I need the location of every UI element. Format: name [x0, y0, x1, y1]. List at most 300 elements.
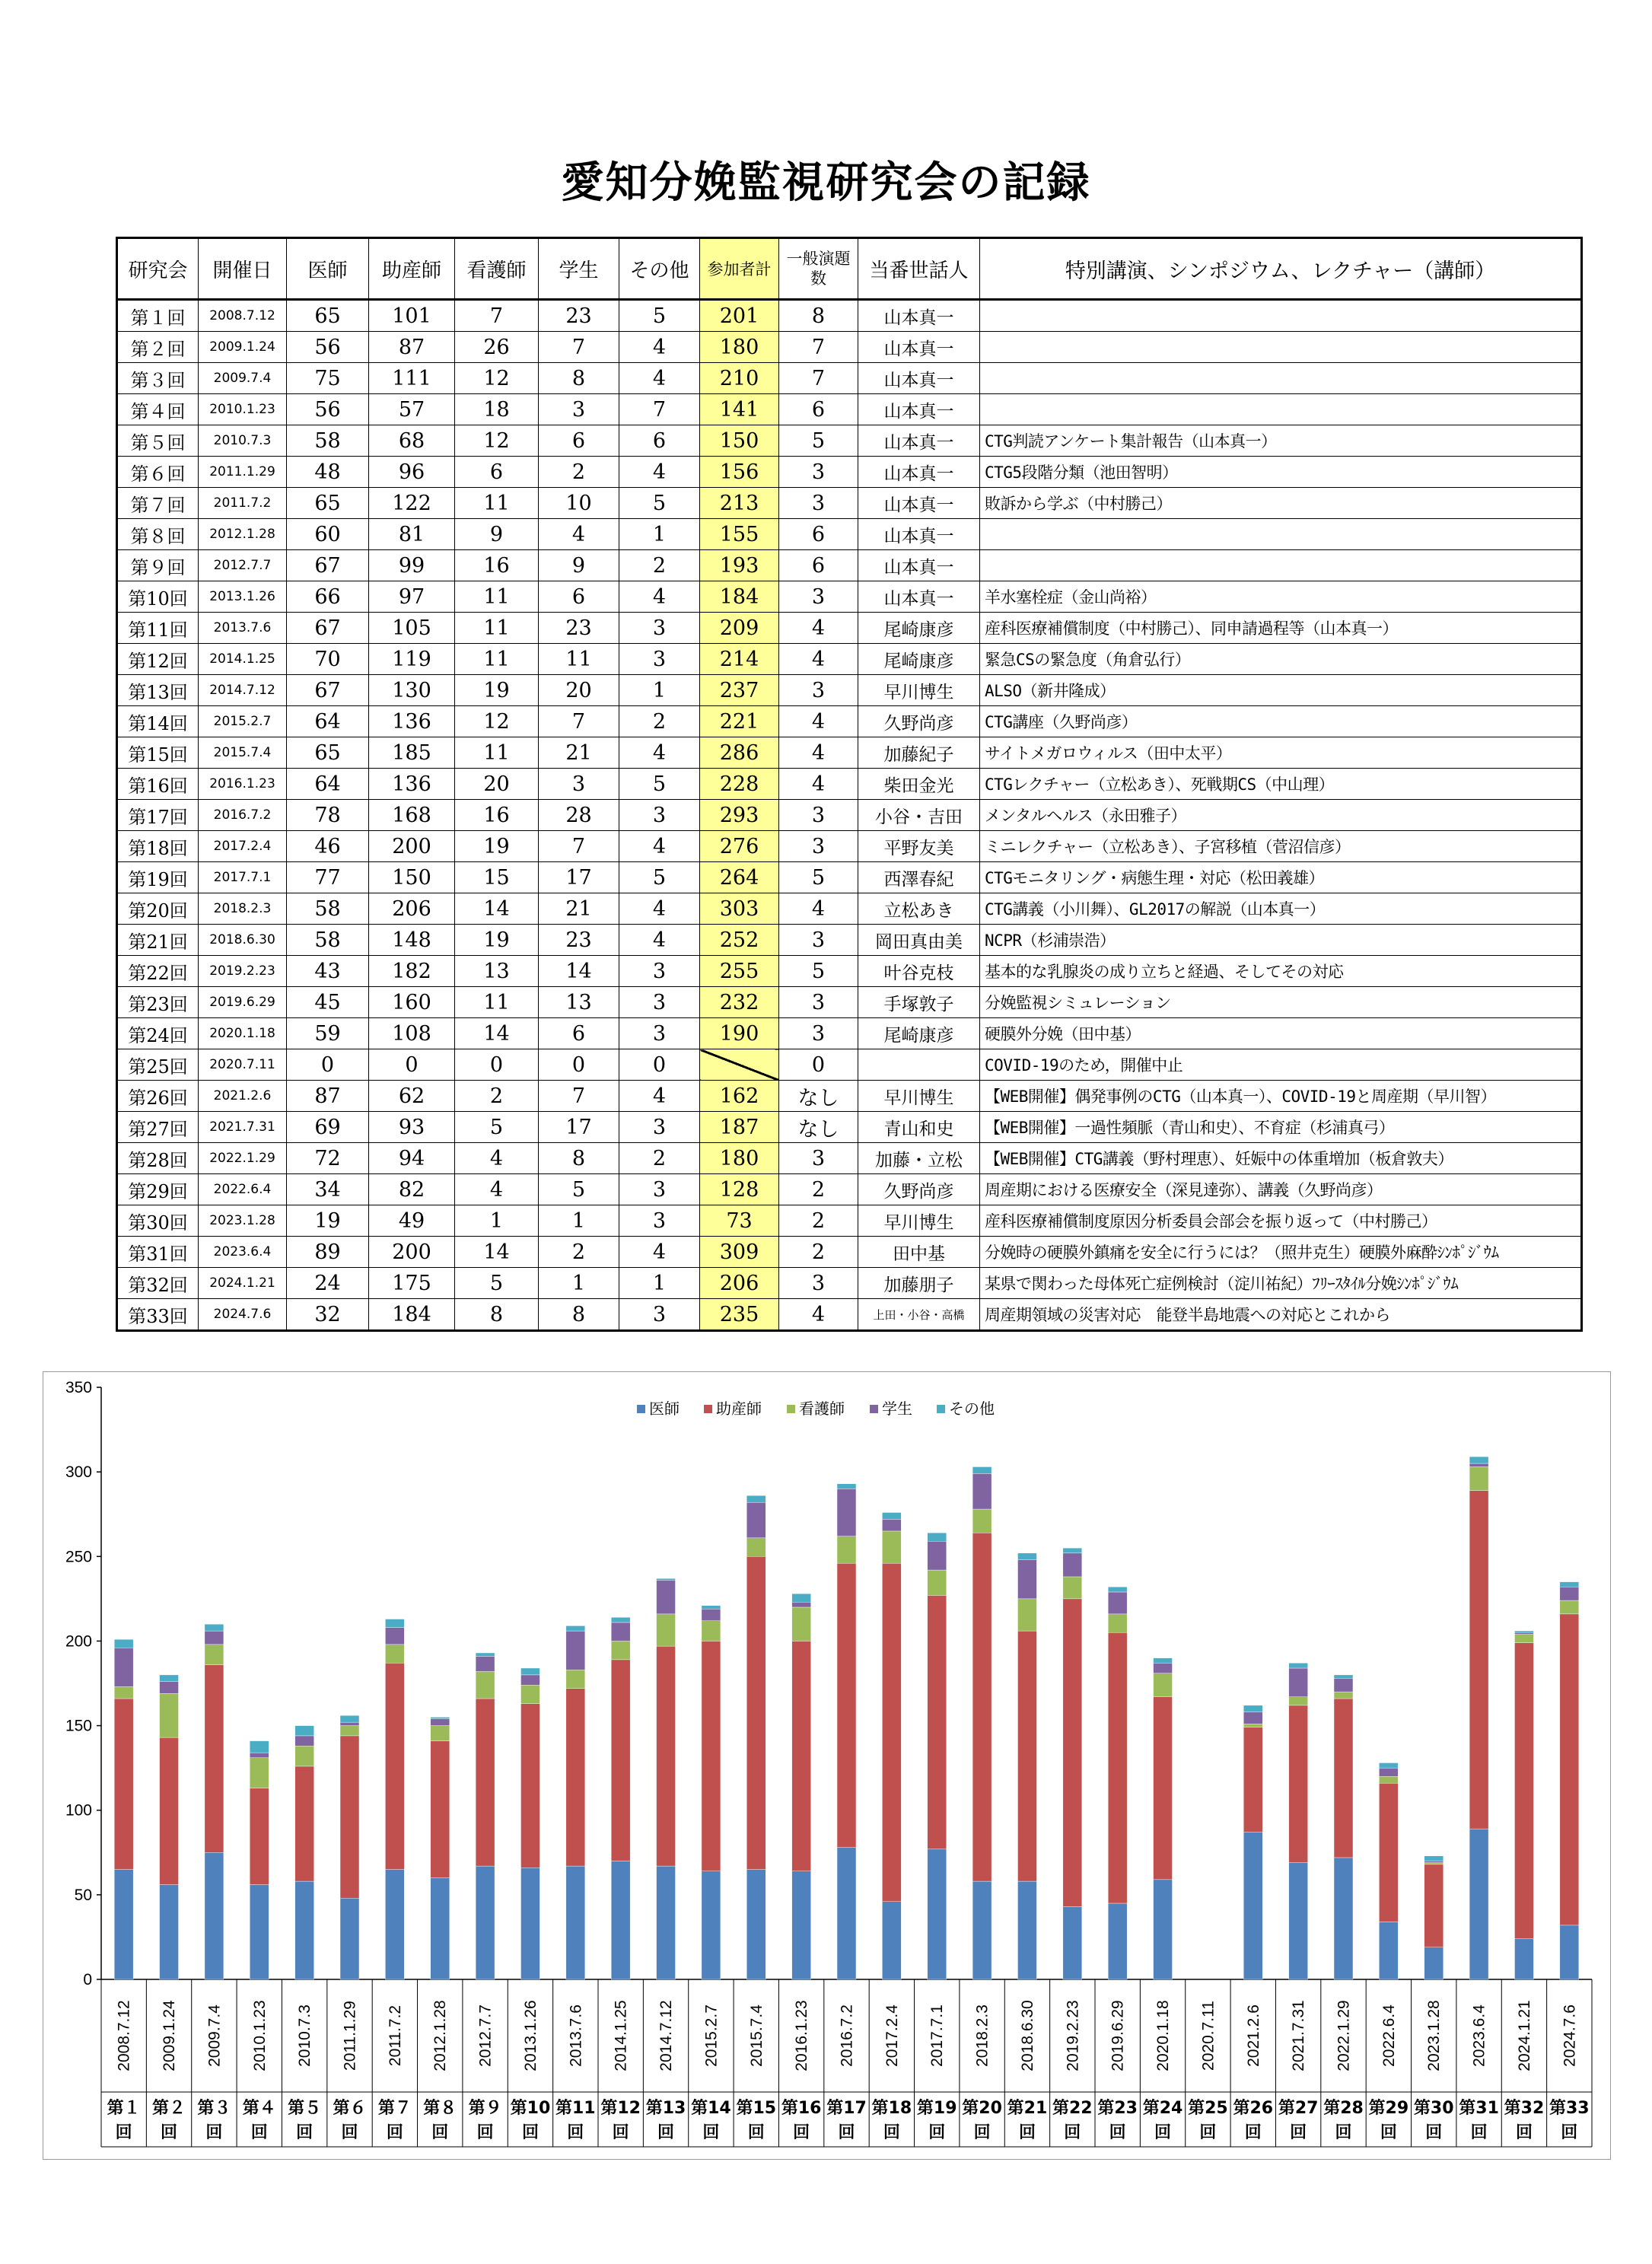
x-date-label: 2014.1.25	[612, 2000, 630, 2071]
x-session-label: 第33	[1549, 2099, 1590, 2118]
cell-midwife: 68	[369, 425, 455, 457]
cell-date: 2021.2.6	[199, 1081, 287, 1112]
bar-segment	[566, 1689, 585, 1866]
cell-total: 206	[700, 1268, 779, 1299]
bar-segment	[611, 1660, 630, 1861]
table-row	[117, 332, 1582, 363]
cell-student: 9	[539, 550, 619, 581]
cell-session: 第15回	[117, 737, 199, 769]
cell-date: 2022.6.4	[199, 1174, 287, 1205]
bar-segment	[1514, 1631, 1533, 1632]
cell-lecture: サイトメガロウィルス（田中太平）	[980, 737, 1582, 769]
bar-segment	[1154, 1663, 1173, 1673]
x-session-label: 第13	[645, 2099, 686, 2118]
cell-general: 6	[779, 519, 858, 550]
cell-nurse: 19	[455, 831, 539, 862]
cell-date: 2014.1.25	[199, 644, 287, 675]
cell-host: 早川博生	[858, 1081, 980, 1112]
header-lecture: 特別講演、シンポジウム、レクチャー（講師）	[980, 238, 1582, 300]
x-date-label: 2016.1.23	[793, 2000, 811, 2071]
header-student: 学生	[539, 238, 619, 300]
x-date-label: 2020.1.18	[1154, 2000, 1173, 2071]
bar-segment	[1108, 1903, 1127, 1979]
header-general: 一般演題数	[779, 238, 858, 300]
table-body	[117, 300, 1582, 1331]
bar-segment	[1560, 1925, 1579, 1979]
bar-segment	[295, 1766, 314, 1881]
bar-segment	[882, 1519, 901, 1531]
cell-general: 4	[779, 706, 858, 737]
cell-lecture	[980, 300, 1582, 332]
bar-segment	[1243, 1833, 1262, 1979]
cell-student: 8	[539, 363, 619, 394]
cell-general: 2	[779, 1205, 858, 1237]
x-session-label: 第31	[1459, 2099, 1499, 2118]
bar-segment	[792, 1871, 811, 1979]
cell-lecture: メンタルヘルス（永田雅子）	[980, 800, 1582, 831]
y-tick-label: 150	[65, 1717, 92, 1735]
bar-segment	[1334, 1699, 1353, 1858]
legend-swatch	[704, 1405, 712, 1413]
cell-nurse: 2	[455, 1081, 539, 1112]
cell-lecture: CTGレクチャー（立松あき）、死戦期CS（中山理）	[980, 769, 1582, 800]
cell-other: 3	[619, 1112, 700, 1143]
x-date-label: 2018.2.3	[973, 2004, 992, 2067]
bar-segment	[1017, 1631, 1036, 1881]
bar-segment	[520, 1868, 540, 1979]
bar-segment	[520, 1704, 540, 1868]
cell-host: 平野友美	[858, 831, 980, 862]
cell-doctor: 65	[287, 300, 369, 332]
bar-segment	[928, 1595, 947, 1848]
x-date-label: 2009.7.4	[205, 2004, 224, 2067]
cell-general: 4	[779, 737, 858, 769]
x-session-label: 第19	[916, 2099, 957, 2118]
cell-session: 第26回	[117, 1081, 199, 1112]
cell-nurse: 11	[455, 987, 539, 1018]
bar-segment	[1469, 1463, 1488, 1466]
bar-segment	[1560, 1582, 1579, 1587]
cell-student: 23	[539, 613, 619, 644]
cell-midwife: 175	[369, 1268, 455, 1299]
table-row	[117, 1112, 1582, 1143]
bar-segment	[1424, 1864, 1444, 1947]
cell-lecture: CTG5段階分類（池田智明）	[980, 457, 1582, 488]
x-date-label: 2020.7.11	[1199, 2001, 1218, 2071]
cell-student: 8	[539, 1143, 619, 1174]
bar-segment	[205, 1631, 224, 1645]
cell-lecture	[980, 332, 1582, 363]
cell-general: 3	[779, 1268, 858, 1299]
bar-segment	[792, 1607, 811, 1641]
bar-segment	[1560, 1600, 1579, 1614]
x-session-label: 第11	[555, 2099, 596, 2118]
cell-general: なし	[779, 1081, 858, 1112]
cell-midwife: 57	[369, 394, 455, 425]
cell-total	[700, 1049, 779, 1081]
cell-session: 第７回	[117, 488, 199, 519]
cell-doctor: 66	[287, 581, 369, 613]
cell-total: 221	[700, 706, 779, 737]
cell-total: 255	[700, 956, 779, 987]
cell-midwife: 150	[369, 862, 455, 893]
cell-session: 第24回	[117, 1018, 199, 1049]
x-session-label: 第５	[288, 2099, 322, 2118]
bar-segment	[566, 1866, 585, 1979]
cell-session: 第14回	[117, 706, 199, 737]
bar-segment	[1289, 1705, 1308, 1863]
x-date-label: 2016.7.2	[838, 2004, 856, 2067]
x-session-label: 第３	[197, 2099, 231, 2118]
cell-total: 156	[700, 457, 779, 488]
cell-total: 237	[700, 675, 779, 706]
cell-doctor: 45	[287, 987, 369, 1018]
cell-session: 第25回	[117, 1049, 199, 1081]
cell-host: 田中基	[858, 1237, 980, 1268]
x-session-label-suffix: 回	[205, 2123, 223, 2142]
table-row	[117, 893, 1582, 925]
x-date-label: 2022.1.29	[1335, 2000, 1353, 2071]
cell-midwife: 136	[369, 706, 455, 737]
cell-total: 128	[700, 1174, 779, 1205]
y-tick-label: 200	[65, 1632, 92, 1651]
cell-session: 第６回	[117, 457, 199, 488]
bar-segment	[205, 1624, 224, 1631]
bar-segment	[1243, 1727, 1262, 1833]
cell-student: 7	[539, 831, 619, 862]
bar-segment	[1560, 1614, 1579, 1925]
cell-lecture: 産科医療補償制度（中村勝己）、同申請過程等（山本真一）	[980, 613, 1582, 644]
cell-doctor: 43	[287, 956, 369, 987]
x-date-label: 2014.7.12	[657, 2000, 676, 2071]
bar-segment	[1334, 1678, 1353, 1692]
cell-other: 4	[619, 831, 700, 862]
cell-midwife: 200	[369, 831, 455, 862]
cell-general: 4	[779, 893, 858, 925]
bar-segment	[114, 1639, 133, 1648]
cell-student: 4	[539, 519, 619, 550]
cell-general: 3	[779, 488, 858, 519]
x-session-label: 第15	[736, 2099, 777, 2118]
bar-segment	[702, 1621, 721, 1641]
cell-midwife: 184	[369, 1299, 455, 1331]
cell-session: 第12回	[117, 644, 199, 675]
bar-segment	[611, 1622, 630, 1641]
bar-segment	[928, 1541, 947, 1570]
x-date-label: 2024.7.6	[1561, 2004, 1579, 2067]
cell-session: 第22回	[117, 956, 199, 987]
x-date-label: 2021.7.31	[1290, 2000, 1308, 2071]
bar-segment	[205, 1645, 224, 1665]
x-date-label: 2024.1.21	[1515, 2000, 1533, 2071]
x-session-label: 第10	[510, 2099, 551, 2118]
cell-lecture	[980, 550, 1582, 581]
bar-segment	[1514, 1632, 1533, 1634]
cell-nurse: 18	[455, 394, 539, 425]
cell-nurse: 12	[455, 363, 539, 394]
cell-student: 11	[539, 644, 619, 675]
bar-segment	[1108, 1592, 1127, 1614]
cell-lecture: ミニレクチャー（立松あき）、子宮移植（菅沼信彦）	[980, 831, 1582, 862]
x-session-label-suffix: 回	[1109, 2123, 1126, 2142]
cell-date: 2018.6.30	[199, 925, 287, 956]
bar-segment	[340, 1715, 359, 1722]
cell-date: 2011.1.29	[199, 457, 287, 488]
cell-lecture: COVID-19のため，開催中止	[980, 1049, 1582, 1081]
cell-midwife: 97	[369, 581, 455, 613]
cell-total: 193	[700, 550, 779, 581]
bar-segment	[520, 1675, 540, 1685]
cell-host: 加藤紀子	[858, 737, 980, 769]
x-session-label-suffix: 回	[1199, 2123, 1217, 2142]
cell-other: 4	[619, 925, 700, 956]
cell-lecture: 産科医療補償制度原因分析委員会部会を振り返って（中村勝己）	[980, 1205, 1582, 1237]
cell-nurse: 19	[455, 675, 539, 706]
cell-midwife: 0	[369, 1049, 455, 1081]
x-date-label: 2021.2.6	[1244, 2004, 1262, 2067]
cell-lecture: 【WEB開催】CTG講義（野村理恵）、妊娠中の体重増加（板倉敦夫）	[980, 1143, 1582, 1174]
cell-other: 5	[619, 769, 700, 800]
cell-session: 第16回	[117, 769, 199, 800]
x-session-label: 第９	[468, 2099, 502, 2118]
x-session-label-suffix: 回	[793, 2123, 810, 2142]
bar-segment	[250, 1741, 269, 1753]
bar-segment	[1424, 1947, 1444, 1979]
bar-segment	[431, 1741, 450, 1878]
cell-doctor: 59	[287, 1018, 369, 1049]
cell-general: 5	[779, 425, 858, 457]
cell-host: 岡田真由美	[858, 925, 980, 956]
cell-nurse: 13	[455, 956, 539, 987]
cell-session: 第11回	[117, 613, 199, 644]
legend-label: 助産師	[716, 1399, 762, 1418]
cell-general: 3	[779, 675, 858, 706]
bar-segment	[385, 1619, 404, 1628]
cell-session: 第10回	[117, 581, 199, 613]
x-date-label: 2011.1.29	[341, 2001, 359, 2071]
cell-session: 第17回	[117, 800, 199, 831]
cell-lecture: NCPR（杉浦崇浩）	[980, 925, 1582, 956]
x-session-label-suffix: 回	[567, 2123, 584, 2142]
bar-segment	[476, 1699, 495, 1866]
bar-segment	[1289, 1697, 1308, 1705]
x-date-label: 2018.6.30	[1018, 2000, 1036, 2071]
bar-segment	[1379, 1783, 1398, 1922]
cell-student: 7	[539, 332, 619, 363]
cell-nurse: 8	[455, 1299, 539, 1331]
bar-segment	[250, 1758, 269, 1788]
cell-session: 第30回	[117, 1205, 199, 1237]
record-table	[116, 237, 1583, 1332]
bar-segment	[114, 1686, 133, 1699]
cell-midwife: 182	[369, 956, 455, 987]
cell-student: 2	[539, 457, 619, 488]
cell-doctor: 48	[287, 457, 369, 488]
cell-student: 10	[539, 488, 619, 519]
table-row	[117, 644, 1582, 675]
y-tick-label: 0	[83, 1971, 92, 1989]
header-session: 研究会	[117, 238, 199, 300]
cell-nurse: 11	[455, 488, 539, 519]
bar-segment	[476, 1653, 495, 1656]
x-session-label-suffix: 回	[250, 2123, 268, 2142]
cell-nurse: 4	[455, 1174, 539, 1205]
x-session-label-suffix: 回	[521, 2123, 539, 2142]
bar-segment	[746, 1502, 766, 1538]
cell-total: 162	[700, 1081, 779, 1112]
cell-date: 2015.7.4	[199, 737, 287, 769]
cell-nurse: 12	[455, 425, 539, 457]
table-row	[117, 831, 1582, 862]
cell-doctor: 46	[287, 831, 369, 862]
cell-midwife: 206	[369, 893, 455, 925]
cell-host: 小谷・吉田	[858, 800, 980, 831]
cell-host: 山本真一	[858, 581, 980, 613]
cell-midwife: 87	[369, 332, 455, 363]
x-session-label: 第８	[423, 2099, 457, 2118]
x-session-label-suffix: 回	[928, 2123, 946, 2142]
cell-host: 加藤・立松	[858, 1143, 980, 1174]
table-row	[117, 675, 1582, 706]
bar-segment	[1243, 1712, 1262, 1724]
cell-doctor: 67	[287, 613, 369, 644]
cell-doctor: 78	[287, 800, 369, 831]
table-row	[117, 1174, 1582, 1205]
legend-swatch	[787, 1405, 795, 1413]
bar-segment	[702, 1609, 721, 1621]
x-date-label: 2012.1.28	[431, 2000, 450, 2071]
x-date-label: 2015.7.4	[747, 2004, 766, 2067]
x-date-label: 2023.6.4	[1470, 2004, 1488, 2067]
cell-session: 第９回	[117, 550, 199, 581]
cell-midwife: 200	[369, 1237, 455, 1268]
cell-midwife: 130	[369, 675, 455, 706]
bar-segment	[972, 1881, 992, 1979]
cell-nurse: 1	[455, 1205, 539, 1237]
cell-host: 尾崎康彦	[858, 1018, 980, 1049]
cell-lecture: 緊急CSの緊急度（角倉弘行）	[980, 644, 1582, 675]
cell-other: 4	[619, 1237, 700, 1268]
x-date-label: 2015.2.7	[702, 2004, 721, 2067]
bar-segment	[1379, 1922, 1398, 1979]
cell-general: 2	[779, 1237, 858, 1268]
bar-segment	[792, 1641, 811, 1871]
bar-segment	[295, 1746, 314, 1766]
cell-nurse: 19	[455, 925, 539, 956]
cell-student: 6	[539, 581, 619, 613]
cell-lecture: CTGモニタリング・病態生理・対応（松田義雄）	[980, 862, 1582, 893]
attendance-chart	[43, 1371, 1611, 2160]
cell-general: 3	[779, 1018, 858, 1049]
table-row	[117, 519, 1582, 550]
cell-midwife: 99	[369, 550, 455, 581]
bar-segment	[792, 1594, 811, 1602]
cell-doctor: 69	[287, 1112, 369, 1143]
cell-general: 2	[779, 1174, 858, 1205]
y-tick-label: 100	[65, 1801, 92, 1820]
bar-segment	[746, 1556, 766, 1869]
cell-host: 加藤朋子	[858, 1268, 980, 1299]
bar-segment	[837, 1536, 856, 1564]
table-row	[117, 862, 1582, 893]
cell-total: 210	[700, 363, 779, 394]
x-session-label-suffix: 回	[296, 2123, 314, 2142]
x-session-label: 第14	[691, 2099, 731, 2118]
cell-other: 4	[619, 737, 700, 769]
bar-segment	[928, 1533, 947, 1541]
cell-doctor: 87	[287, 1081, 369, 1112]
bar-segment	[476, 1671, 495, 1699]
cell-date: 2016.1.23	[199, 769, 287, 800]
cell-lecture: 分娩監視シミュレーション	[980, 987, 1582, 1018]
cell-date: 2009.7.4	[199, 363, 287, 394]
cell-host: 山本真一	[858, 300, 980, 332]
cell-date: 2019.2.23	[199, 956, 287, 987]
bar-segment	[114, 1648, 133, 1686]
cell-midwife: 136	[369, 769, 455, 800]
cell-other: 0	[619, 1049, 700, 1081]
cell-other: 3	[619, 1205, 700, 1237]
cell-other: 2	[619, 706, 700, 737]
bar-segment	[1469, 1466, 1488, 1490]
x-session-label-suffix: 回	[1380, 2123, 1397, 2142]
bar-segment	[1243, 1724, 1262, 1727]
x-session-label: 第６	[333, 2099, 367, 2118]
x-date-label: 2013.1.26	[521, 2000, 540, 2071]
x-session-label: 第21	[1007, 2099, 1048, 2118]
x-session-label-suffix: 回	[386, 2123, 403, 2142]
table-row	[117, 394, 1582, 425]
table-row	[117, 425, 1582, 457]
x-session-label: 第22	[1052, 2099, 1093, 2118]
cell-date: 2017.2.4	[199, 831, 287, 862]
cell-session: 第29回	[117, 1174, 199, 1205]
cell-other: 1	[619, 519, 700, 550]
bar-segment	[250, 1788, 269, 1885]
x-session-label-suffix: 回	[115, 2123, 132, 2142]
legend-label: その他	[949, 1399, 995, 1418]
cell-total: 214	[700, 644, 779, 675]
cell-host: 叶谷克枝	[858, 956, 980, 987]
cell-lecture: 敗訴から学ぶ（中村勝己）	[980, 488, 1582, 519]
cell-total: 155	[700, 519, 779, 550]
header-nurse: 看護師	[455, 238, 539, 300]
cell-total: 213	[700, 488, 779, 519]
cell-midwife: 168	[369, 800, 455, 831]
cell-session: 第１回	[117, 300, 199, 332]
x-session-label-suffix: 回	[702, 2123, 720, 2142]
bar-segment	[1063, 1906, 1082, 1979]
cell-midwife: 101	[369, 300, 455, 332]
cell-nurse: 11	[455, 581, 539, 613]
cell-lecture: 周産期における医療安全（深見達弥）、講義（久野尚彦）	[980, 1174, 1582, 1205]
bar-segment	[385, 1628, 404, 1645]
x-session-label: 第２	[152, 2099, 186, 2118]
cell-lecture: CTG判読アンケート集計報告（山本真一）	[980, 425, 1582, 457]
cell-date: 2015.2.7	[199, 706, 287, 737]
cell-other: 4	[619, 893, 700, 925]
cell-other: 3	[619, 956, 700, 987]
cell-session: 第５回	[117, 425, 199, 457]
bar-segment	[837, 1563, 856, 1847]
cell-general: 3	[779, 1143, 858, 1174]
cell-host: 山本真一	[858, 457, 980, 488]
cell-nurse: 26	[455, 332, 539, 363]
cell-total: 201	[700, 300, 779, 332]
cell-other: 7	[619, 394, 700, 425]
bar-segment	[1017, 1553, 1036, 1560]
bar-segment	[1514, 1939, 1533, 1979]
